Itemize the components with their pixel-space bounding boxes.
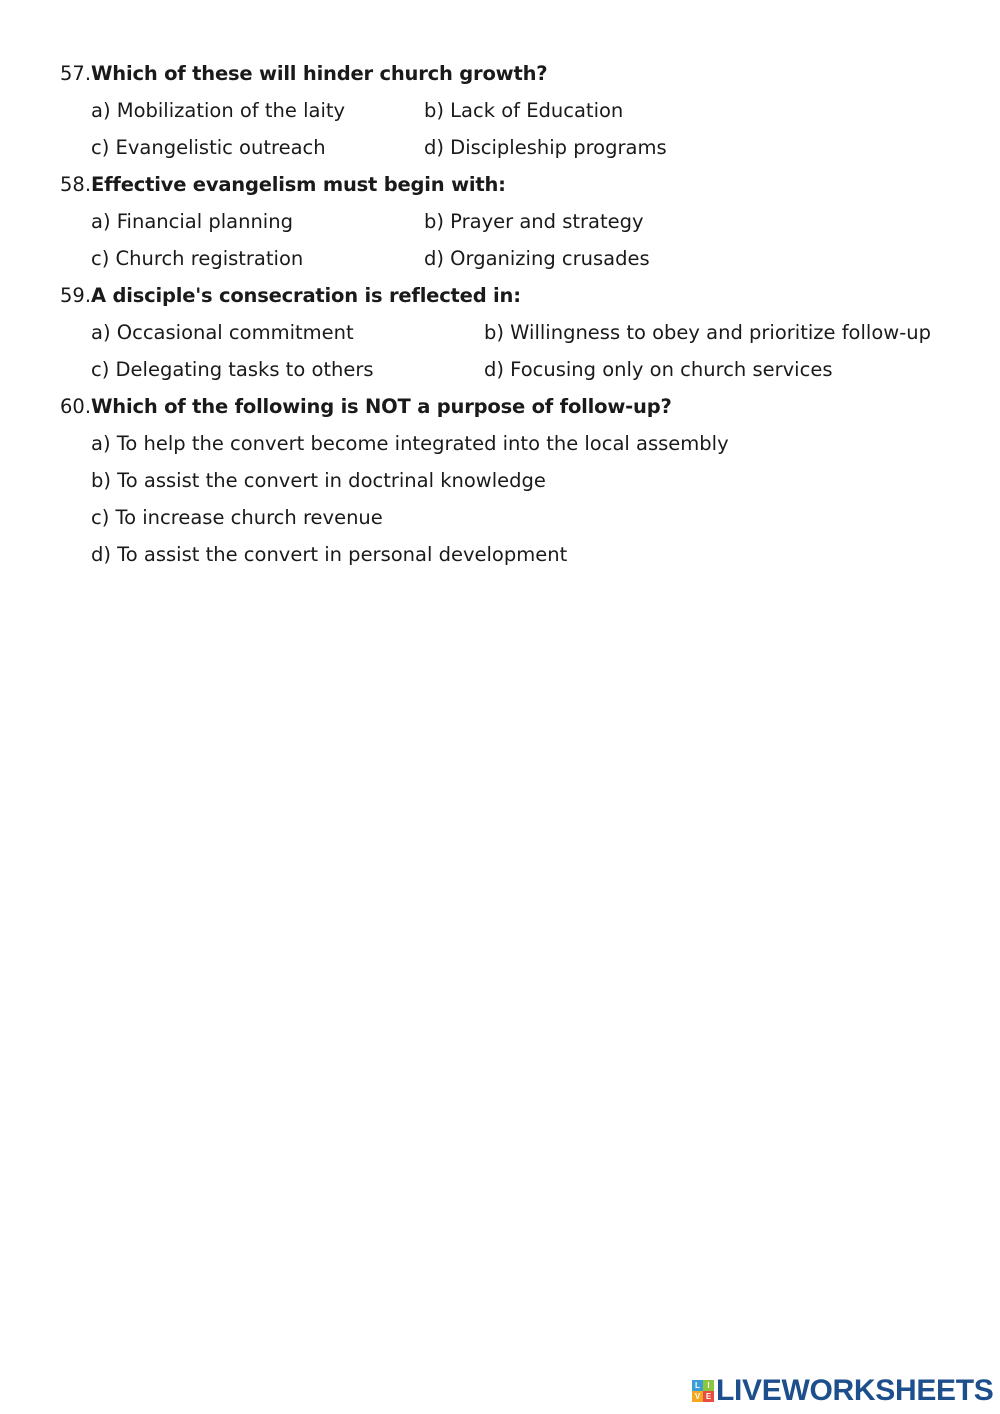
- option-d[interactable]: d) Discipleship programs: [424, 136, 667, 159]
- logo-mark-icon: L I V E: [692, 1380, 714, 1402]
- option-a[interactable]: a) Financial planning: [91, 210, 293, 233]
- option-c[interactable]: c) Evangelistic outreach: [91, 136, 326, 159]
- logo-text: LIVEWORKSHEETS: [716, 1374, 994, 1407]
- option-b[interactable]: b) To assist the convert in doctrinal knowledge: [91, 469, 546, 492]
- question-number: 58.: [60, 173, 92, 196]
- question-number: 60.: [60, 395, 92, 418]
- option-b[interactable]: b) Lack of Education: [424, 99, 624, 122]
- option-d[interactable]: d) Focusing only on church services: [484, 358, 833, 381]
- option-b[interactable]: b) Prayer and strategy: [424, 210, 644, 233]
- question-number: 57.: [60, 62, 92, 85]
- option-a[interactable]: a) To help the convert become integrated into the local assembly: [91, 432, 729, 455]
- option-c[interactable]: c) To increase church revenue: [91, 506, 383, 529]
- question-text: Which of these will hinder church growth?: [91, 62, 548, 85]
- option-a[interactable]: a) Mobilization of the laity: [91, 99, 346, 122]
- question-text: Effective evangelism must begin with:: [91, 173, 506, 196]
- option-c[interactable]: c) Delegating tasks to others: [91, 358, 374, 381]
- option-d[interactable]: d) Organizing crusades: [424, 247, 650, 270]
- question-text: A disciple's consecration is reflected in:: [91, 284, 521, 307]
- question-number: 59.: [60, 284, 92, 307]
- option-b[interactable]: b) Willingness to obey and prioritize follow-up: [484, 321, 931, 344]
- option-c[interactable]: c) Church registration: [91, 247, 304, 270]
- liveworksheets-logo: [692, 1376, 994, 1406]
- question-text: Which of the following is NOT a purpose of follow-up?: [91, 395, 672, 418]
- option-d[interactable]: d) To assist the convert in personal development: [91, 543, 568, 566]
- option-a[interactable]: a) Occasional commitment: [91, 321, 354, 344]
